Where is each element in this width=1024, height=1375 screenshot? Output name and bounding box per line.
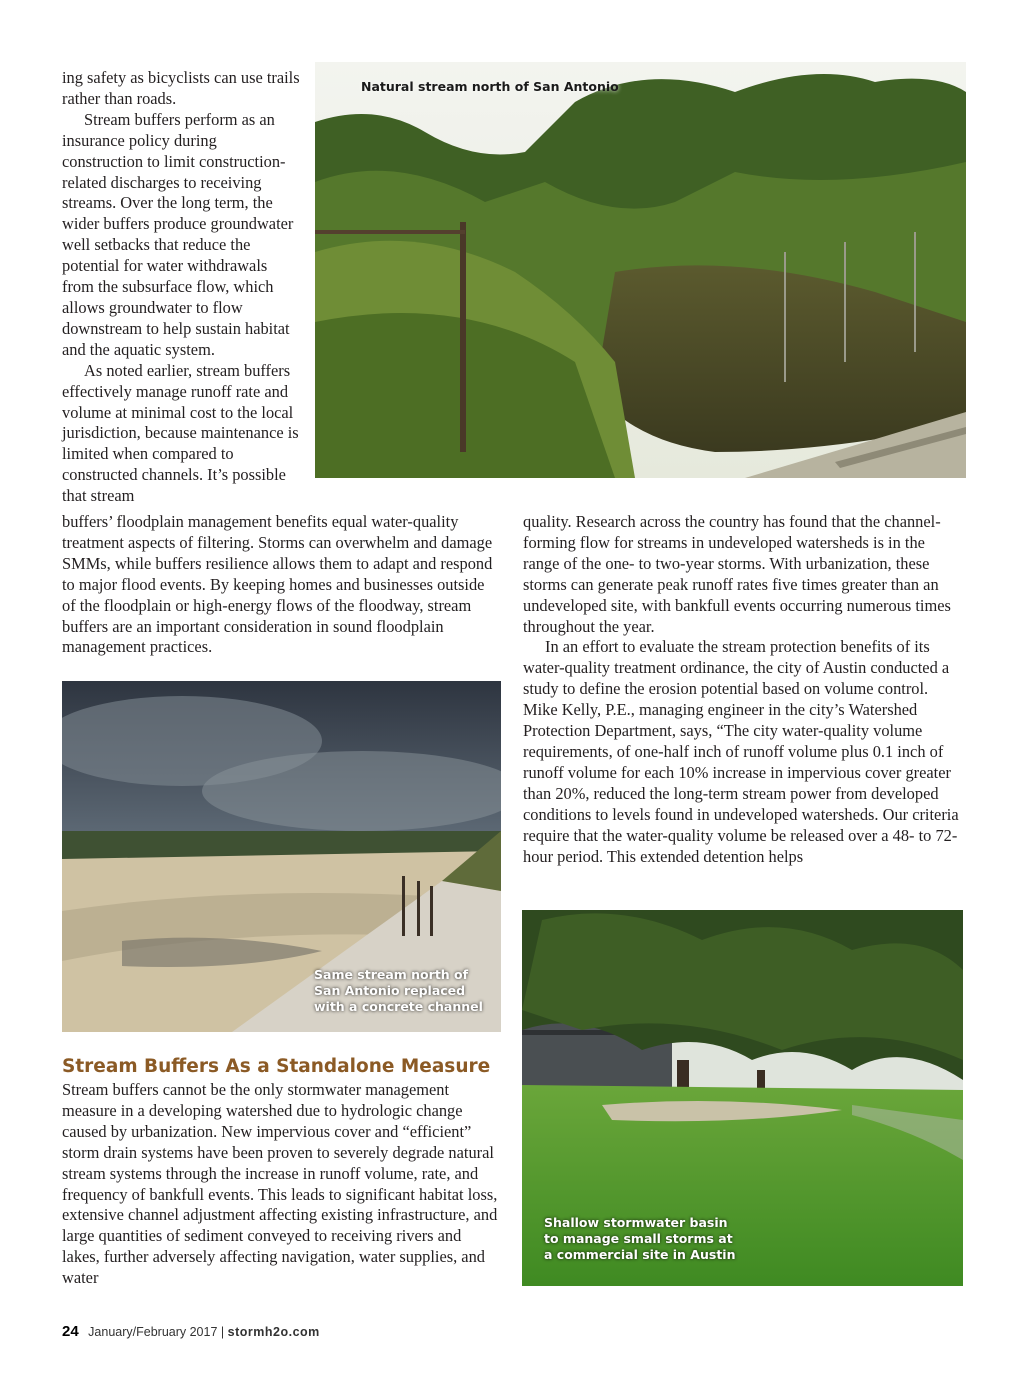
paragraph-5: quality. Research across the country has found that the channel-forming flow for streams in undeveloped watersheds is in the range of the one- to two-year storms. With urbanization, these storms can generate peak runoff rates five times greater than an undeveloped site, with bankfull events occurring numerous times throughout the year. [523, 512, 951, 636]
column1-wide-text [62, 512, 500, 658]
natural-stream-caption: Natural stream north of San Antonio [361, 79, 619, 94]
column1-top-text [62, 68, 300, 507]
concrete-channel-caption: Same stream north of San Antonio replaced with a concrete channel [314, 967, 483, 1014]
issue-date: January/February 2017 [88, 1325, 218, 1339]
footer-separator: | [220, 1325, 225, 1339]
column2-text [523, 512, 965, 867]
paragraph-1: ing safety as bicyclists can use trails rather than roads. [62, 68, 300, 108]
page-number: 24 [62, 1323, 79, 1340]
paragraph-3: As noted earlier, stream buffers effectively manage runoff rate and volume at minimal cost to the local jurisdiction, because maintenance is limited when compared to constructed channels. It’s possible that stream [62, 360, 299, 506]
stormwater-basin-caption: Shallow stormwater basin to manage small storms at a commercial site in Austin [544, 1215, 736, 1262]
paragraph-7: Stream buffers cannot be the only stormwater management measure in a developing watershed due to hydrologic change caused by urbanization. New impervious cover and “efficient” storm drain systems have been proven to severely degrade natural stream systems through the increase in runoff volume, rate, and frequency of bankfull events. This leads to significant habitat loss, extensive channel adjustment affecting existing infrastructure, and large quantities of sediment conveyed to receiving rivers and lakes, further adversely affecting navigation, water supplies, and water [62, 1080, 498, 1288]
paragraph-4: buffers’ floodplain management benefits equal water-quality treatment aspects of filtering. Storms can overwhelm and damage SMMs, while buffers resilience allows them to adapt and respond to major flood events. By keeping homes and businesses outside of the floodplain or high-energy flows of the floodway, stream buffers are an important consideration in sound floodplain management practices. [62, 512, 493, 657]
page-footer [62, 1323, 320, 1340]
paragraph-2: Stream buffers perform as an insurance policy during construction to limit construction-related discharges to receiving streams. Over the long term, the wider buffers produce groundwater well setbacks that reduce the potential for water withdrawals from the subsurface flow, which allows groundwater to flow downstream to help sustain habitat and the aquatic system. [62, 109, 294, 359]
paragraph-6: In an effort to evaluate the stream protection benefits of its water-quality treatment ordinance, the city of Austin conducted a study to define the erosion potential based on volume control. Mike Kelly, P.E., managing engineer in the city’s Watershed Protection Department, says, “The city water-quality volume requirements, of one-half inch of runoff volume plus 0.1 inch of runoff volume for each 10% increase in impervious cover greater than 20%, reduced the long-term stream power from developed conditions to levels found in undeveloped watersheds. Our criteria require that the water-quality volume be released over a 48- to 72-hour period. This extended detention helps [523, 637, 959, 866]
website-link[interactable]: stormh2o.com [227, 1325, 320, 1339]
natural-stream-photo [315, 62, 966, 478]
section-heading: Stream Buffers As a Standalone Measure [62, 1056, 491, 1077]
section-body-text [62, 1080, 500, 1289]
